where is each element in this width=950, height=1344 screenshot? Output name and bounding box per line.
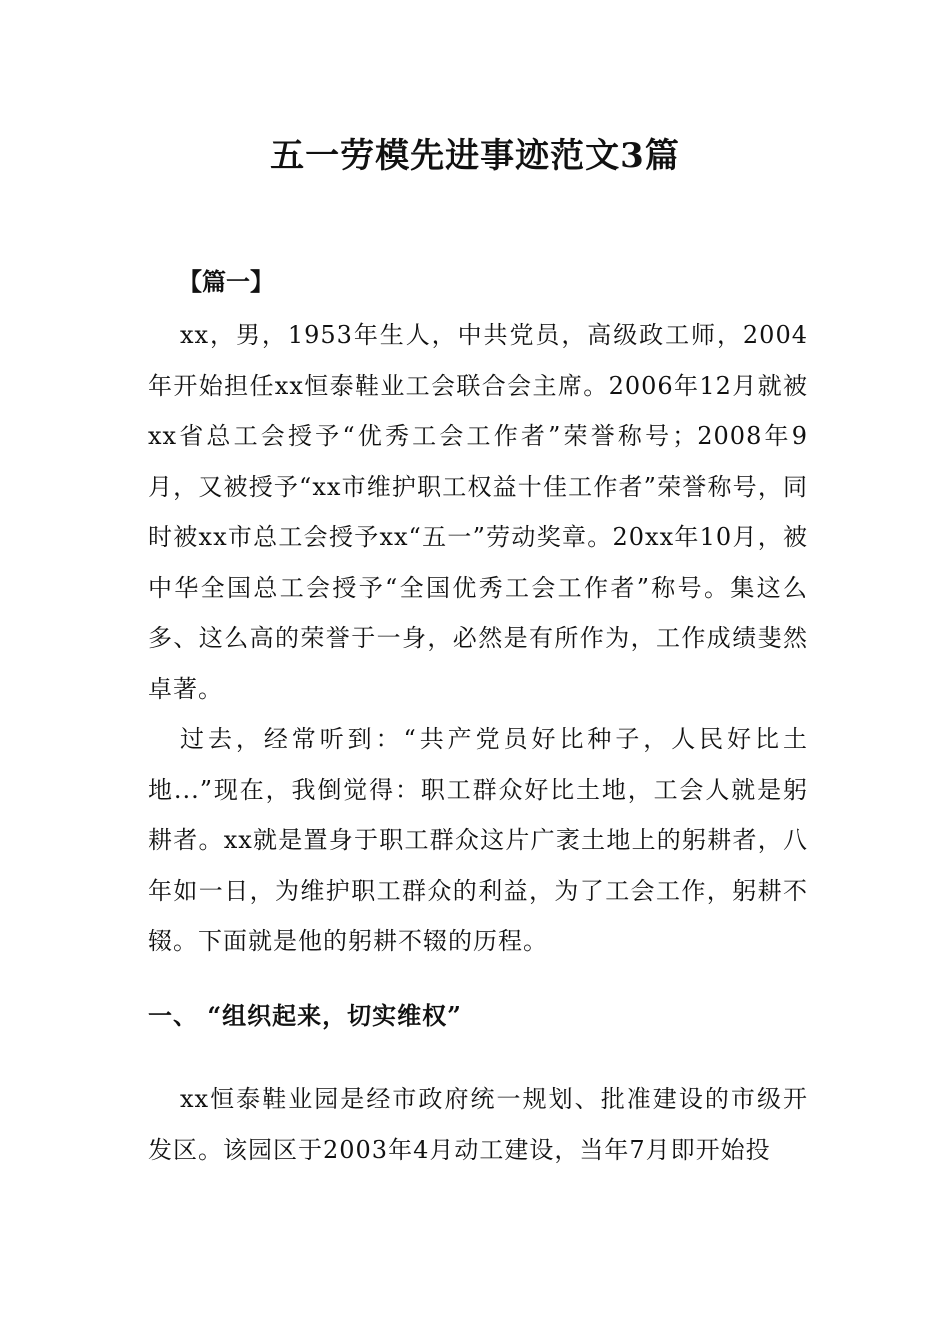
subheading-1: 一、 “组织起来，切实维权” (148, 1001, 462, 1030)
paragraph-3: xx恒泰鞋业园是经市政府统一规划、批准建设的市级开发区。该园区于2003年4月动工建设，当年7月即开始投 (148, 1085, 808, 1164)
document-title: 五一劳模先进事迹范文3篇 (270, 136, 680, 176)
section-label: 【篇一】 (178, 267, 274, 296)
paragraph-1: xx，男，1953年生人，中共党员，高级政工师，2004年开始担任xx恒泰鞋业工会联合会主席。2006年12月就被xx省总工会授予“优秀工会工作者”荣誉称号；2008年9月，又被授予“xx市维护职工权益十佳工作者”荣誉称号，同时被xx市总工会授予xx“五一”劳动奖章。20xx年10月，被中华全国总工会授予“全国优秀工会工作者”称号。集这么多、这么高的荣誉于一身，必然是有所作为，工作成绩斐然卓著。 (148, 321, 808, 703)
paragraph-2: 过去，经常听到：“共产党员好比种子，人民好比土地...”现在，我倒觉得：职工群众好比土地，工会人就是躬耕者。xx就是置身于职工群众这片广袤土地上的躬耕者，八年如一日，为维护职工群众的利益，为了工会工作，躬耕不辍。下面就是他的躬耕不辍的历程。 (148, 725, 808, 955)
